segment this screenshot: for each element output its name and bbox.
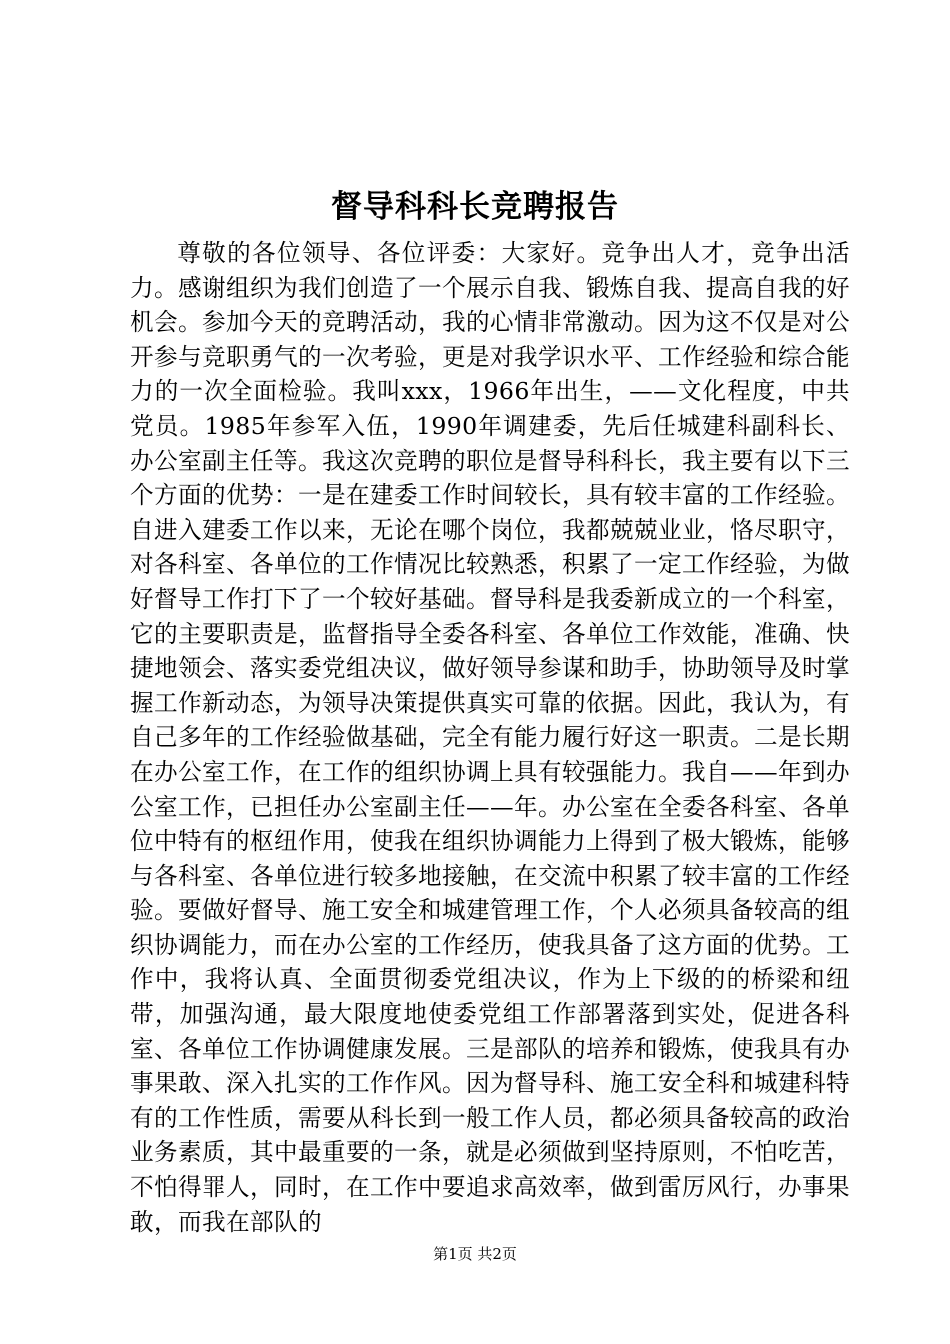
- document-body-paragraph: 尊敬的各位领导、各位评委：大家好。竞争出人才，竞争出活力。感谢组织为我们创造了一个展示自我、锻炼自我、提高自我的好机会。参加今天的竞聘活动，我的心情非常激动。因为这不仅是对公开参与竞职勇气的一次考验，更是对我学识水平、工作经验和综合能力的一次全面检验。我叫xxx，1966年出生，——文化程度，中共党员。1985年参军入伍，1990年调建委，先后任城建科副科长、办公室副主任等。我这次竞聘的职位是督导科科长，我主要有以下三个方面的优势：一是在建委工作时间较长，具有较丰富的工作经验。自进入建委工作以来，无论在哪个岗位，我都兢兢业业，恪尽职守，对各科室、各单位的工作情况比较熟悉，积累了一定工作经验，为做好督导工作打下了一个较好基础。督导科是我委新成立的一个科室，它的主要职责是，监督指导全委各科室、各单位工作效能，准确、快捷地领会、落实委党组决议，做好领导参谋和助手，协助领导及时掌握工作新动态，为领导决策提供真实可靠的依据。因此，我认为，有自己多年的工作经验做基础，完全有能力履行好这一职责。二是长期在办公室工作，在工作的组织协调上具有较强能力。我自——年到办公室工作，已担任办公室副主任——年。办公室在全委各科室、各单位中特有的枢纽作用，使我在组织协调能力上得到了极大锻炼，能够与各科室、各单位进行较多地接触，在交流中积累了较丰富的工作经验。要做好督导、施工安全和城建管理工作，个人必须具备较高的组织协调能力，而在办公室的工作经历，使我具备了这方面的优势。工作中，我将认真、全面贯彻委党组决议，作为上下级的的桥梁和纽带，加强沟通，最大限度地使委党组工作部署落到实处，促进各科室、各单位工作协调健康发展。三是部队的培养和锻炼，使我具有办事果敢、深入扎实的工作作风。因为督导科、施工安全科和城建科特有的工作性质，需要从科长到一般工作人员，都必须具备较高的政治业务素质，其中最重要的一条，就是必须做到坚持原则，不怕吃苦，不怕得罪人，同时，在工作中要追求高效率，做到雷厉风行，办事果敢，而我在部队的: [130, 239, 850, 1236]
- page-number-footer: 第1页 共2页: [433, 1245, 517, 1263]
- document-title: 督导科科长竞聘报告: [331, 189, 619, 225]
